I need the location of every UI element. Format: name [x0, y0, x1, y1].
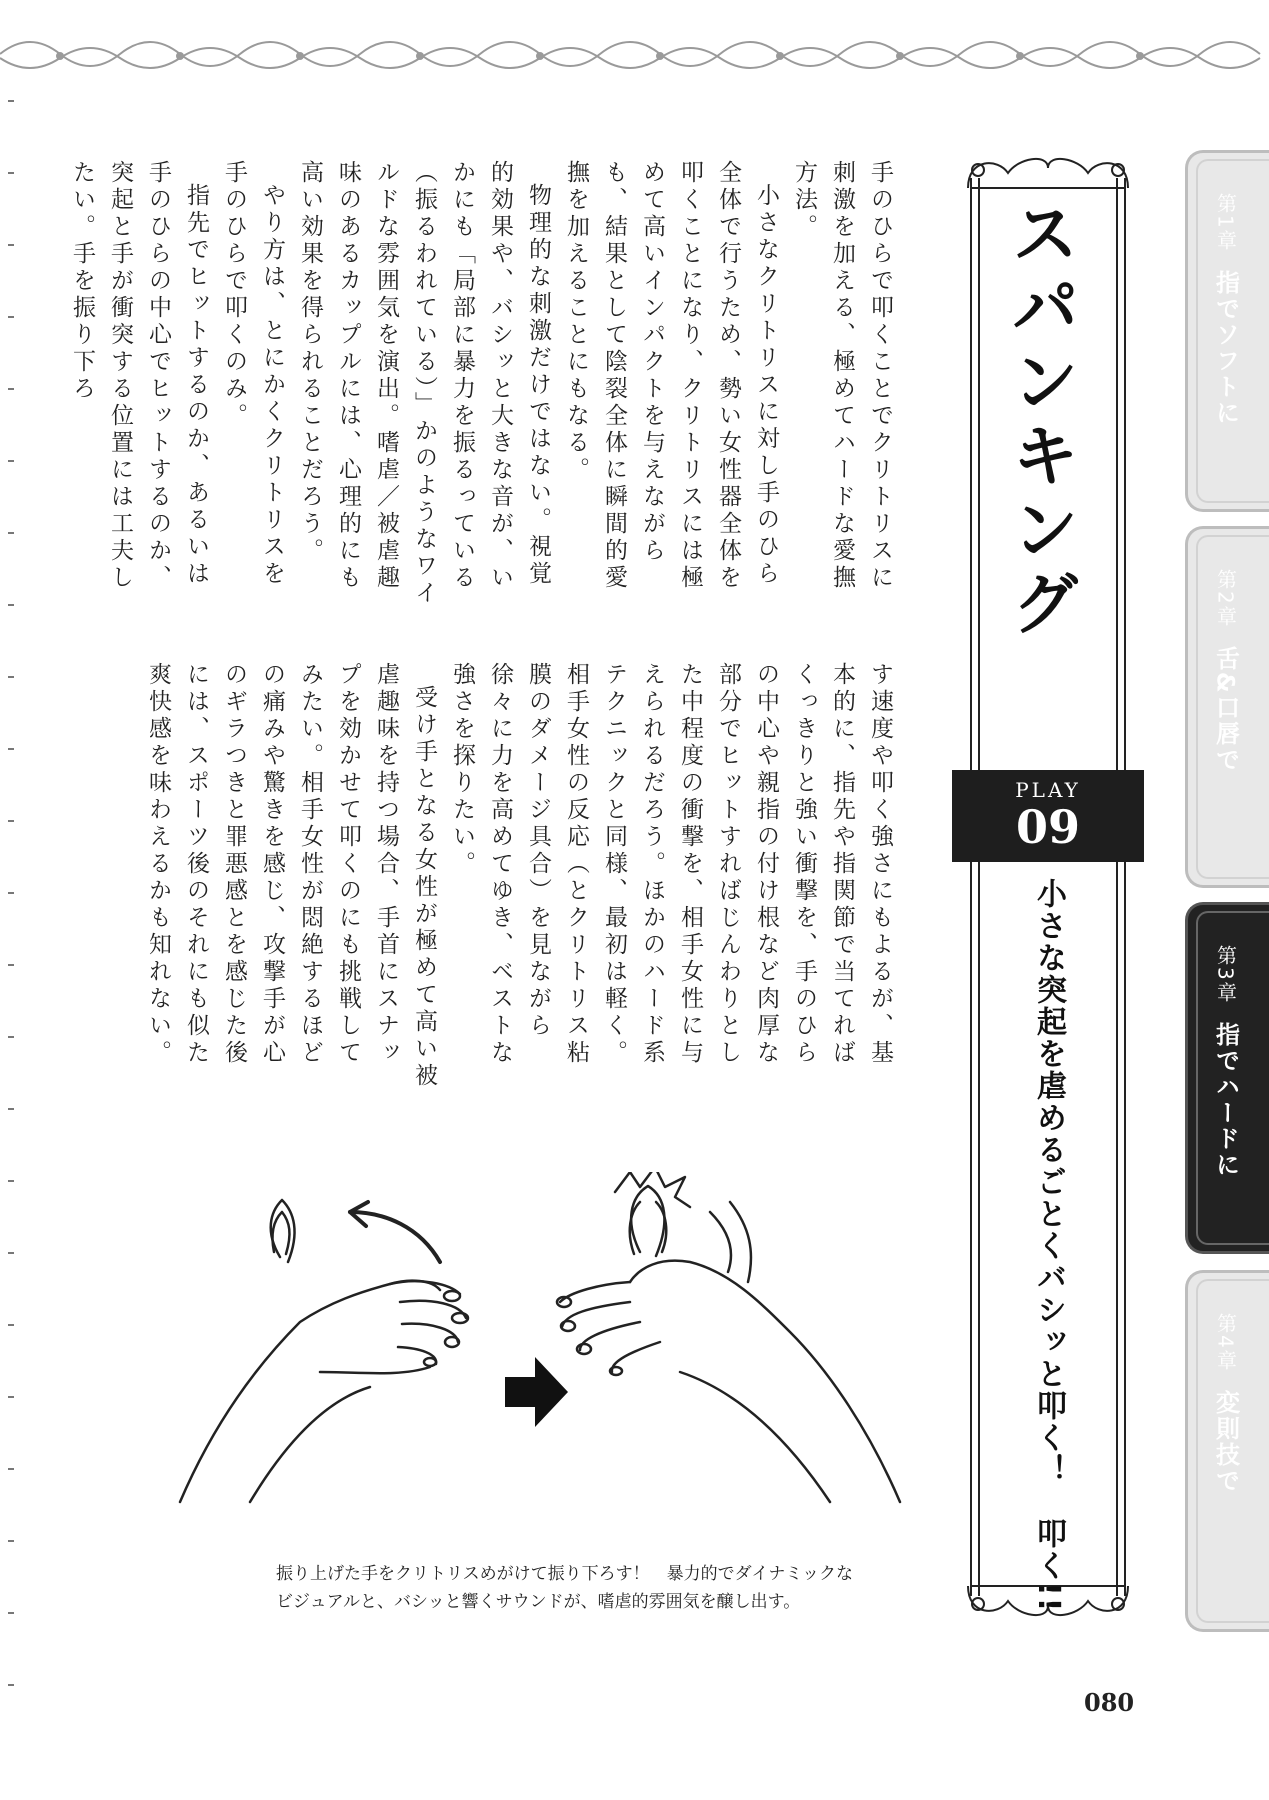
- tab-chapter-2-text: 第2章舌&口唇で: [1211, 569, 1240, 773]
- page-number: 080: [1084, 1688, 1135, 1717]
- paragraph: 指先でヒットするのか、あるいは手のひらの中心でヒットするのか、突起と手が衝突する位置には工夫したい。手を振り下ろ: [69, 160, 209, 592]
- illustration-caption: 振り上げた手をクリトリスめがけて振り下ろす！ 暴力的でダイナミックなビジュアルと、バシッと響くサウンドが、嗜虐的雰囲気を醸し出す。: [276, 1564, 853, 1612]
- page-title: スパンキング: [1000, 198, 1079, 642]
- title-frame: [968, 148, 1128, 1626]
- right-arrow-icon: [505, 1357, 568, 1427]
- tab-chapter-3[interactable]: [1185, 902, 1269, 1254]
- tab-chapter-3-text: 第3章指でハードに: [1211, 945, 1240, 1178]
- body-text-upper: [69, 160, 899, 610]
- top-ornament-border: [0, 28, 1269, 80]
- spanking-hand-illustration: [170, 1172, 910, 1532]
- body-text-lower: [139, 662, 899, 1092]
- tab-chapter-1-text: 第1章指でソフトに: [1211, 193, 1240, 426]
- tab-chapter-1[interactable]: [1185, 150, 1269, 512]
- paragraph: 小さなクリトリスに対し手のひら全体で行うため、勢い女性器全体を叩くことになり、クリトリスには極めて高いインパクトを与えながらも、結果として陰裂全体に瞬間的愛撫を加えることにもなる。: [563, 160, 779, 592]
- paragraph: 受け手となる女性が極めて高い被虐趣味を持つ場合、手首にスナップを効かせて叩くのにも挑戦してみたい。相手女性が悶絶するほどの痛みや驚きを感じ、攻撃手が心のギラつきと罪悪感とを感じた後には、スポーツ後のそれにも似た爽快感を味わえるかも知れない。: [145, 662, 437, 1090]
- paragraph: 手のひらで叩くことでクリトリスに刺激を加える、極めてハードな愛撫方法。: [791, 160, 893, 592]
- tab-chapter-4[interactable]: [1185, 1270, 1269, 1632]
- tab-chapter-4-text: 第4章変則技で: [1211, 1313, 1240, 1494]
- subtitle: 小さな突起を虐めるごとくバシッと叩く！ 叩く!!: [1031, 878, 1066, 1614]
- margin-marks: [8, 100, 14, 1740]
- paragraph: 物理的な刺激だけではない。視覚的効果や、バシッと大きな音が、いかにも「局部に暴力を振るっている（振るわれている）」かのようなワイルドな雰囲気を演出。嗜虐／被虐趣味のあるカップルには、心理的にも高い効果を得られることだろう。: [297, 160, 551, 608]
- play-label: PLAY: [1015, 778, 1081, 802]
- paragraph: やり方は、とにかくクリトリスを手のひらで叩くのみ。: [221, 160, 285, 588]
- tab-chapter-2[interactable]: [1185, 526, 1269, 888]
- play-number: 09: [1015, 800, 1080, 854]
- paragraph: す速度や叩く強さにもよるが、基本的に、指先や指関節で当てればくっきりと強い衝撃を、手のひらの中心や親指の付け根など肉厚な部分でヒットすればじんわりとした中程度の衝撃を、相手女性に与えられるだろう。ほかのハード系テクニックと同様、最初は軽く。相手女性の反応（とクリトリス粘膜のダメージ具合）を見ながら徐々に力を高めてゆき、ベストな強さを探りたい。: [449, 662, 893, 1067]
- play-badge: [952, 770, 1144, 862]
